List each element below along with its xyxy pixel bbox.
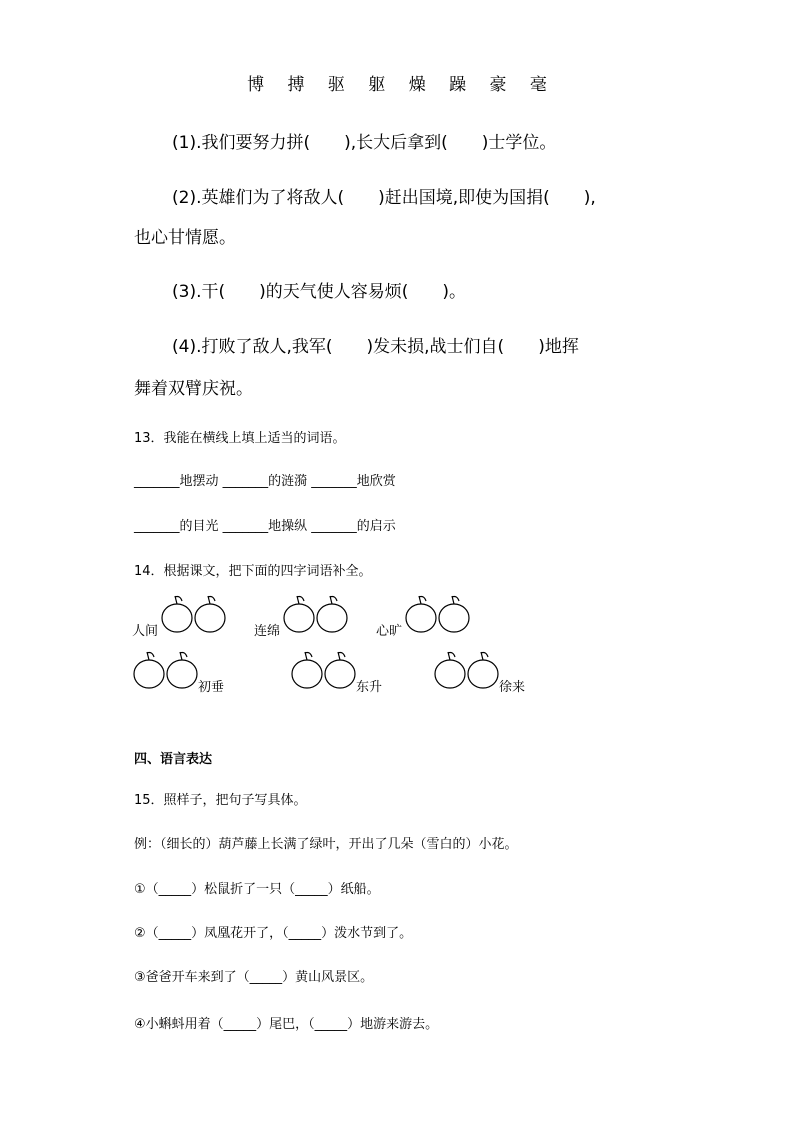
q12-sentence-4-line-2: 舞着双臂庆祝。 [134,379,253,399]
apple-blanks-icon [290,650,360,690]
apple-blanks-icon [160,594,230,634]
q15-sentence-1: ①（_____）松鼠折了一只（_____）纸船。 [134,882,380,897]
q12-sentence-2-line-2: 也心甘情愿。 [134,228,236,248]
q15-sentence-3: ③爸爸开车来到了（_____）黄山风景区。 [134,970,374,985]
word-bank [0,70,794,95]
q12-sentence-2-line-1: (2).英雄们为了将敌人( )赶出国境,即使为国捐( ), [172,188,596,208]
q12-sentence-1: (1).我们要努力拼( ),长大后拿到( )士学位。 [172,133,557,153]
q13-row-2: _______的目光 _______地操纵 _______的启示 [134,519,396,534]
apple-blanks-icon [404,594,474,634]
q14-item-suffix: 初垂 [198,680,225,695]
q13-title: 13．我能在横线上填上适当的词语。 [134,431,346,446]
word-bank-char: 毫 [529,75,547,95]
q15-title: 15．照样子，把句子写具体。 [134,793,307,808]
section-heading: 四、语言表达 [134,752,213,767]
q14-item-prefix: 心旷 [376,624,403,639]
q14-item-prefix: 人间 [132,624,159,639]
word-bank-char: 豪 [489,75,507,95]
q14-title: 14．根据课文，把下面的四字词语补全。 [134,564,372,579]
q12-sentence-3: (3).干( )的天气使人容易烦( )。 [172,282,467,302]
q14-item-prefix: 连绵 [254,624,281,639]
word-bank-char: 躁 [449,75,467,95]
q14-item-suffix: 徐来 [499,680,526,695]
word-bank-char: 博 [247,75,265,95]
q15-sentence-2: ②（_____）凤凰花开了，（_____）泼水节到了。 [134,926,413,941]
apple-blanks-icon [282,594,352,634]
apple-blanks-icon [132,650,202,690]
q13-row-1: _______地摆动 _______的涟漪 _______地欣赏 [134,474,396,489]
q15-example: 例：（细长的）葫芦藤上长满了绿叶，开出了几朵（雪白的）小花。 [134,837,518,852]
q15-sentence-4: ④小蝌蚪用着（_____）尾巴，（_____）地游来游去。 [134,1017,439,1032]
word-bank-char: 燥 [408,75,426,95]
apple-blanks-icon [433,650,503,690]
word-bank-char: 搏 [287,75,305,95]
q12-sentence-4-line-1: (4).打败了敌人,我军( )发未损,战士们自( )地挥 [172,337,579,357]
q14-item-suffix: 东升 [356,680,383,695]
word-bank-char: 驱 [327,75,345,95]
word-bank-char: 躯 [368,75,386,95]
